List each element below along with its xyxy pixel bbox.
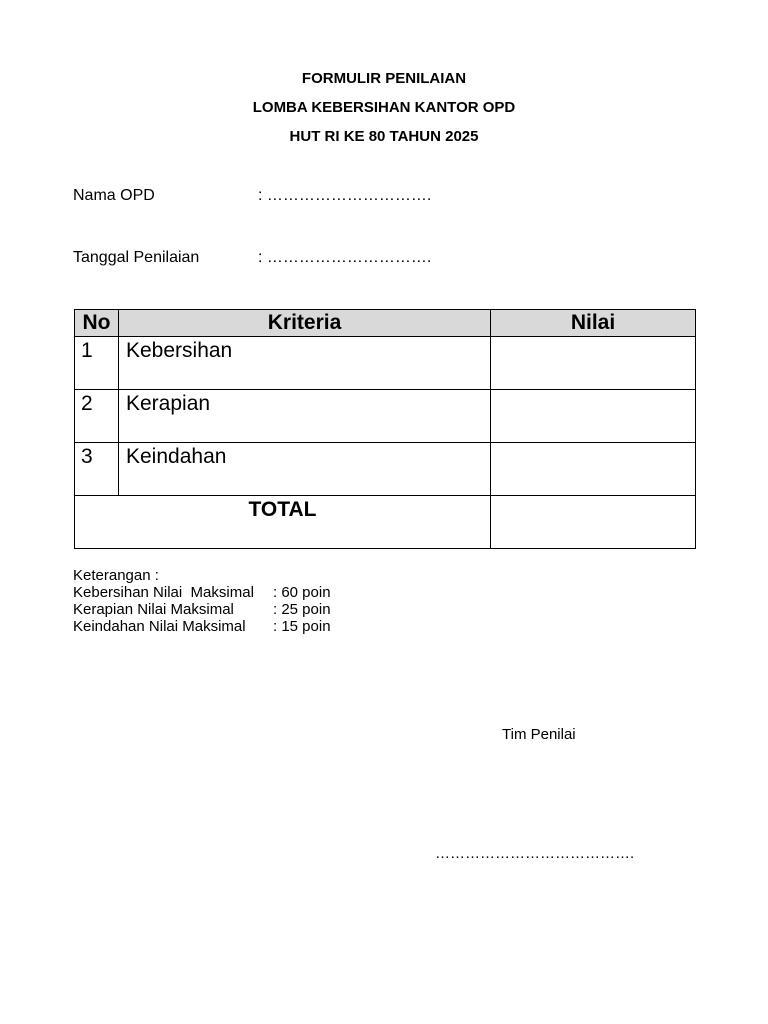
date-label: Tanggal Penilaian [73,249,200,266]
note-item [73,601,331,618]
opd-label: Nama OPD [73,187,155,204]
row-criteria: Keindahan [119,443,491,496]
note-label: Kebersihan Nilai Maksimal [73,584,254,601]
table-row [75,443,696,496]
signature-line: …………………………………. [435,845,635,862]
row-number: 3 [75,443,119,496]
contest-title: LOMBA KEBERSIHAN KANTOR OPD [252,99,516,116]
table-row [75,390,696,443]
header-criteria: Kriteria [119,310,491,337]
notes-heading: Keterangan : [73,567,159,584]
total-score[interactable] [491,496,696,549]
signer-title: Tim Penilai [502,726,576,743]
row-score[interactable] [491,443,696,496]
row-number: 2 [75,390,119,443]
row-number: 1 [75,337,119,390]
note-value: : 15 poin [273,618,331,635]
note-label: Keindahan Nilai Maksimal [73,618,246,635]
note-value: : 60 poin [273,584,331,601]
notes-section [73,567,331,635]
total-label: TOTAL [75,496,491,549]
note-item [73,584,331,601]
note-item [73,618,331,635]
event-title: HUT RI KE 80 TAHUN 2025 [289,128,479,145]
row-score[interactable] [491,390,696,443]
table-row [75,337,696,390]
grading-table [74,309,696,549]
row-criteria: Kerapian [119,390,491,443]
note-label: Kerapian Nilai Maksimal [73,601,234,618]
header-no: No [75,310,119,337]
total-row [75,496,696,549]
table-header-row [75,310,696,337]
row-criteria: Kebersihan [119,337,491,390]
header-score: Nilai [491,310,696,337]
date-value: : …………………………. [258,249,432,266]
row-score[interactable] [491,337,696,390]
opd-value: : …………………………. [258,187,432,204]
form-title: FORMULIR PENILAIAN [301,70,467,87]
note-value: : 25 poin [273,601,331,618]
